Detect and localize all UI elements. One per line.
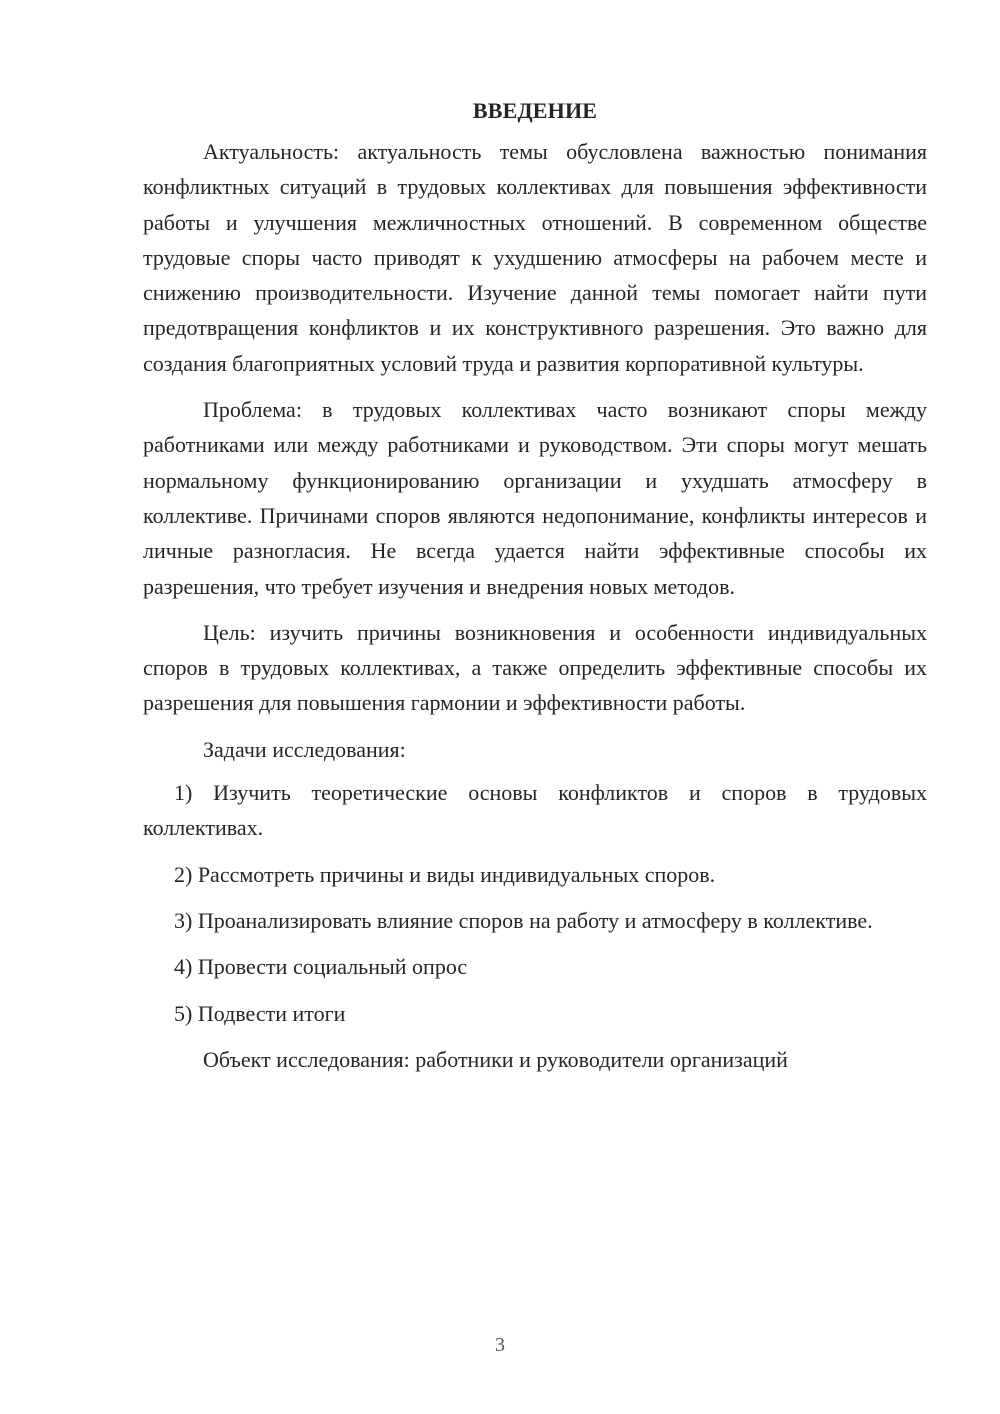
tasks-heading: Задачи исследования: xyxy=(203,736,406,762)
task-item-2: 2) Рассмотреть причины и виды индивидуальных споров. xyxy=(174,861,716,887)
goal-paragraph: Цель: изучить причины возникновения и особенности индивидуальных споров в трудовых коллективах, а также определить эффективные способы их разрешения для повышения гармонии и эффективности работы. xyxy=(143,619,927,716)
task-item-1: 1) Изучить теоретические основы конфликтов и споров в трудовых коллективах. xyxy=(143,780,927,841)
object-paragraph: Объект исследования: работники и руководители организаций xyxy=(203,1046,788,1072)
relevance-paragraph: Актуальность: актуальность темы обусловлена важностью понимания конфликтных ситуаций в трудовых коллективах для повышения эффективности работы и улучшения межличностных отношений. В современном обществе трудовые споры часто приводят к ухудшению атмосферы на рабочем месте и снижению производительности. Изучение данной темы помогает найти пути предотвращения конфликтов и их конструктивного разрешения. Это важно для создания благоприятных условий труда и развития корпоративной культуры. xyxy=(143,139,927,376)
task-item-3: 3) Проанализировать влияние споров на работу и атмосферу в коллективе. xyxy=(174,907,873,933)
page-content xyxy=(143,96,927,1088)
task-item-4: 4) Провести социальный опрос xyxy=(174,954,468,980)
problem-paragraph: Проблема: в трудовых коллективах часто возникают споры между работниками или между работниками и руководством. Эти споры могут мешать нормальному функционированию организации и ухудшать атмосферу в коллективе. Причинами споров являются недопонимание, конфликты интересов и личные разногласия. Не всегда удается найти эффективные способы их разрешения, что требует изучения и внедрения новых методов. xyxy=(143,397,927,599)
task-item-5: 5) Подвести итоги xyxy=(174,1000,346,1026)
page-number: 3 xyxy=(495,1334,505,1356)
section-heading: ВВЕДЕНИЕ xyxy=(472,98,598,123)
